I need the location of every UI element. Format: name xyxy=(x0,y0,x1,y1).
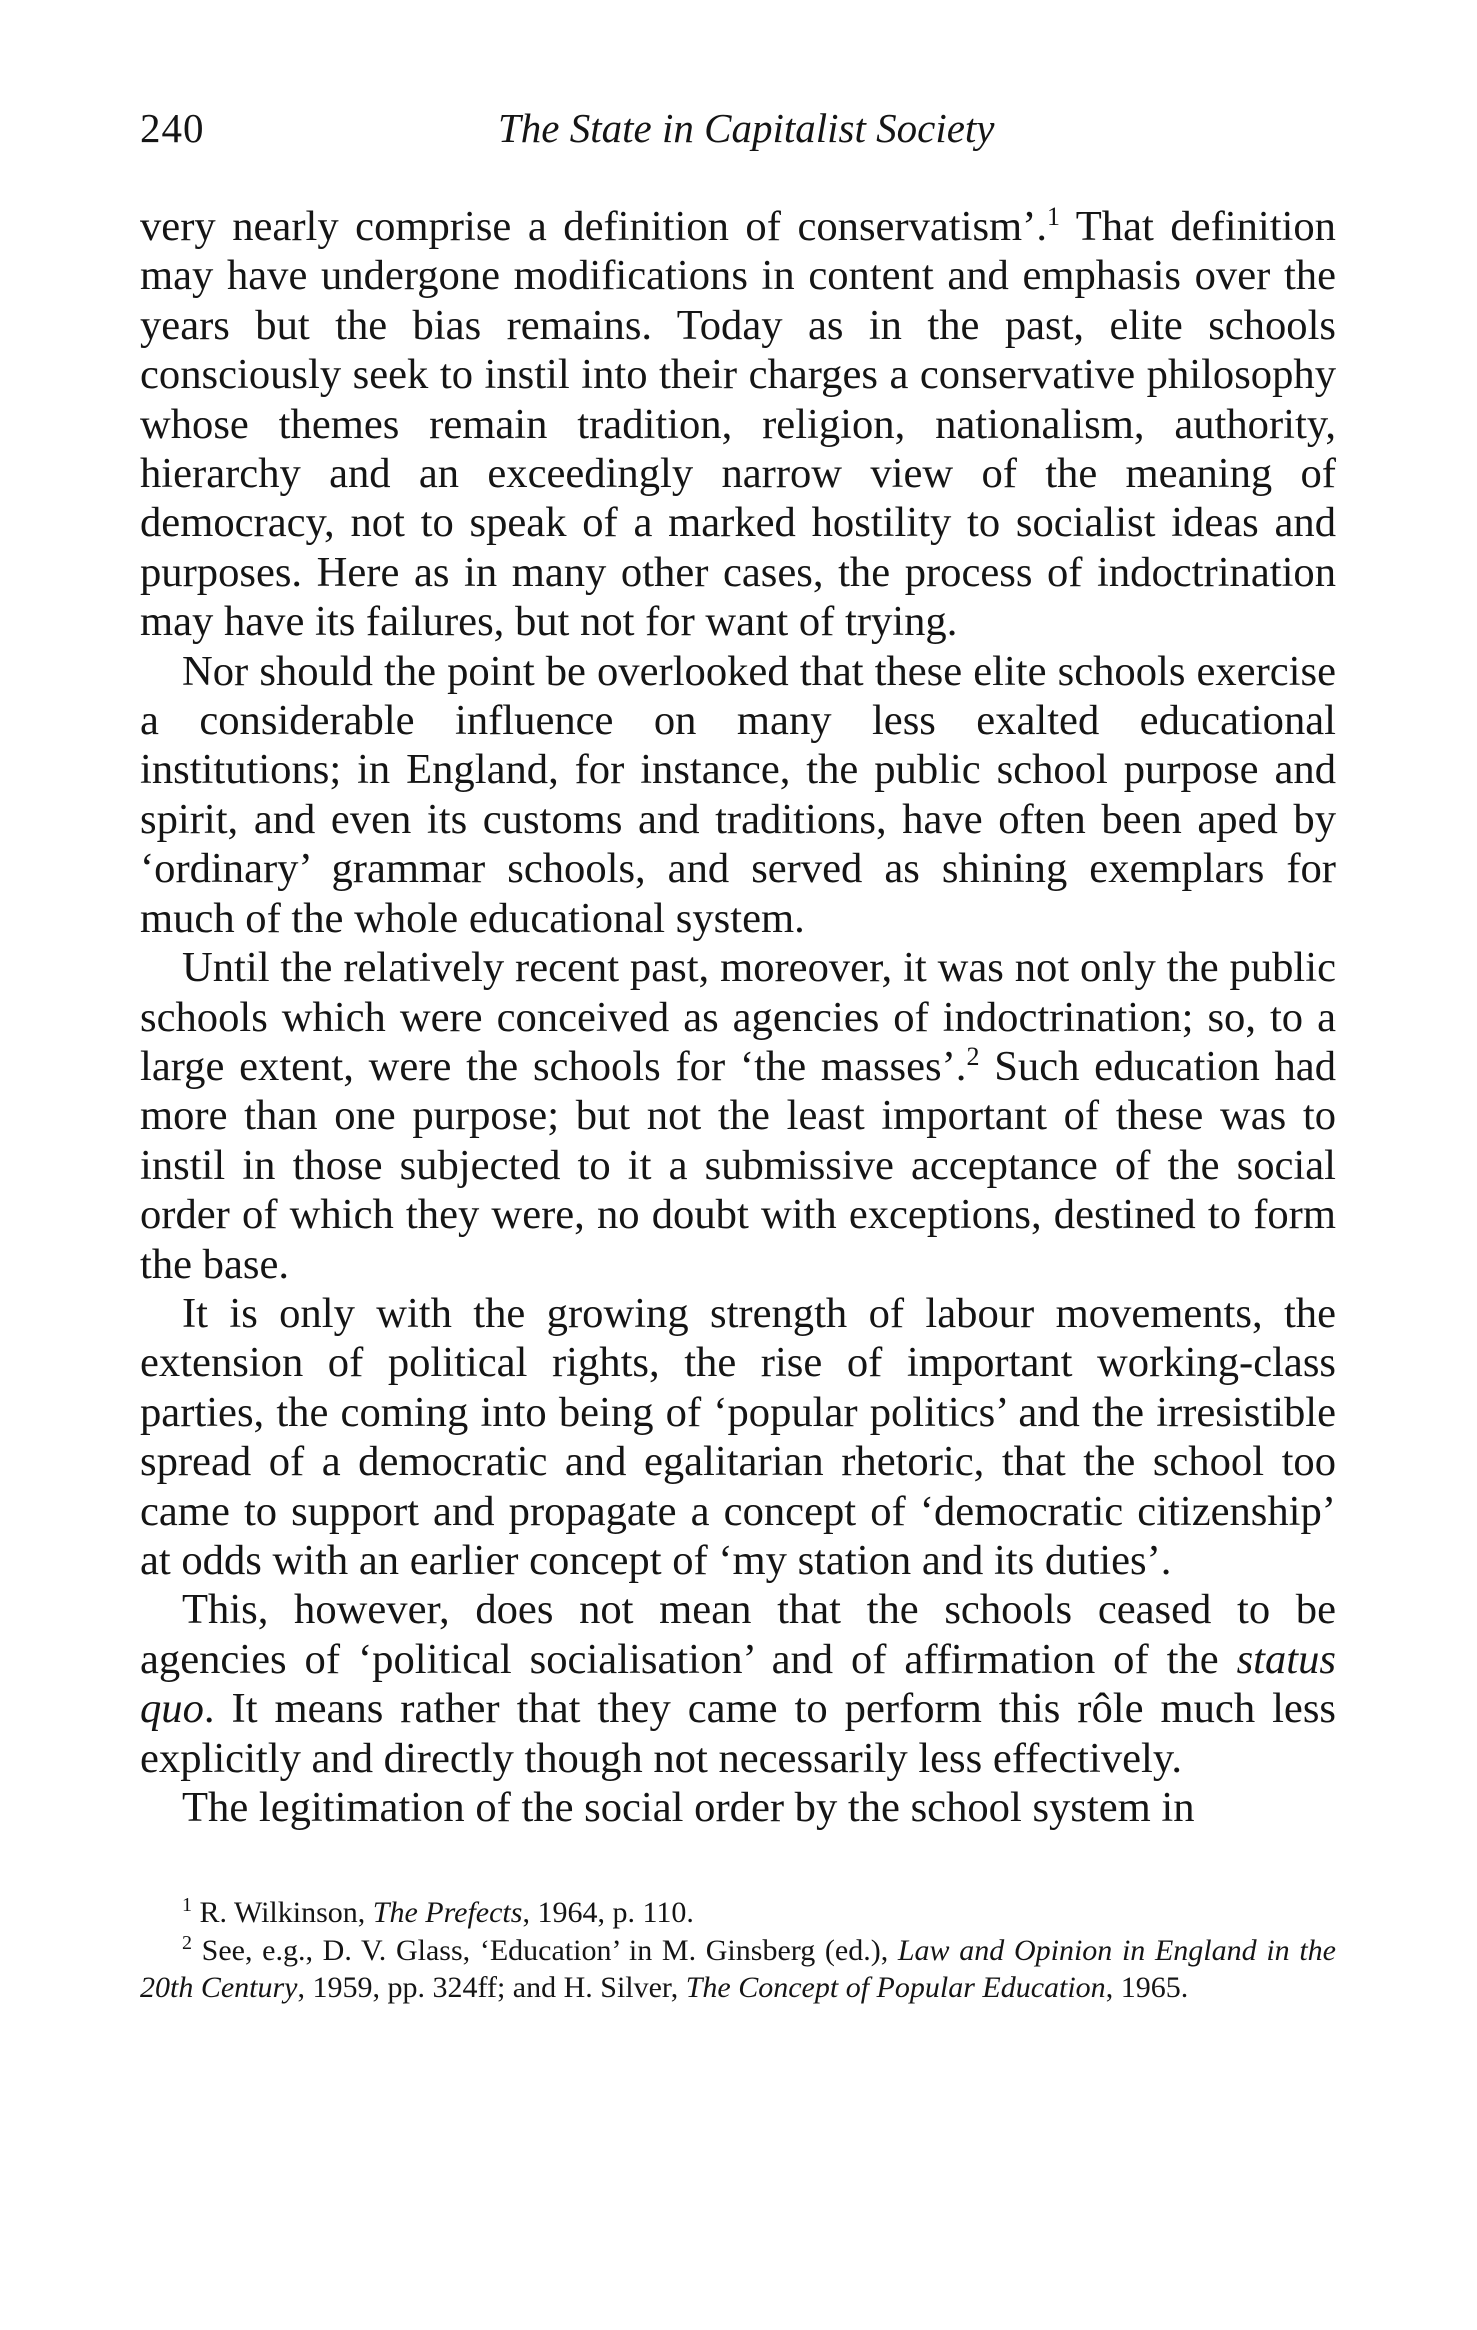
paragraph-5 xyxy=(140,1585,1336,1783)
page-number: 240 xyxy=(140,105,205,151)
paragraph-text: This, however, does not mean that the schools ceased to be agencies of ‘political socialisation’ and of affirmation of the xyxy=(140,1586,1336,1683)
book-page xyxy=(140,104,1336,2007)
book-title: The Prefects xyxy=(372,1896,523,1930)
footnote-text: , 1959, pp. 324ff; and H. Silver, xyxy=(297,1971,686,2005)
body-text xyxy=(140,202,1336,1832)
book-title: Law and Opinion in England in the 20th Century xyxy=(140,1933,1336,2005)
paragraph-text: Such education had more than one purpose; but not the least important of these was to instil in those subjected to it a submissive acceptance of the social order of which they were, no doubt with exceptions, destined to form the base. xyxy=(140,1042,1337,1288)
footnote-text: See, e.g., D. V. Glass, ‘Education’ in M. Ginsberg (ed.), xyxy=(192,1933,898,1967)
paragraph-3 xyxy=(140,943,1336,1289)
paragraph-text: . It means rather that they came to perform this rôle much less explicitly and directly though not necessarily less effectively. xyxy=(140,1685,1336,1782)
footnote-text: , 1965. xyxy=(1105,1971,1189,2005)
paragraph-1 xyxy=(140,202,1336,647)
footnote-marker: 1 xyxy=(182,1894,192,1917)
italic-phrase: status quo xyxy=(140,1635,1336,1733)
footnotes xyxy=(140,1894,1336,2007)
paragraph-text: That definition may have undergone modifications in content and emphasis over the years but the bias remains. Today as in the past, elite schools consciously seek to instil into their charges a conservative philosophy whose themes remain tradition, religion, nationalism, authority, hierarchy and an exceedingly narrow view of the meaning of democracy, not to speak of a marked hostility to socialist ideas and purposes. Here as in many other cases, the process of indoctrination may have its failures, but not for want of trying. xyxy=(140,203,1336,646)
paragraph-4: It is only with the growing strength of labour movements, the extension of political rights, the rise of important working-class parties, the coming into being of ‘popular politics’ and the irresistible spread of a democratic and egalitarian rhetoric, that the school too came to support and propagate a concept of ‘democratic citizenship’ at odds with an earlier concept of ‘my station and its duties’. xyxy=(140,1289,1336,1584)
paragraph-2: Nor should the point be overlooked that these elite schools exercise a considerable influence on many less exalted educational institutions; in England, for instance, the public school purpose and spirit, and even its customs and traditions, have often been aped by ‘ordinary’ grammar schools, and served as shining exemplars for much of the whole educational system. xyxy=(140,647,1336,942)
footnote-reference-2: 2 xyxy=(966,1041,980,1071)
book-title: The Concept of Popular Education xyxy=(685,1971,1106,2005)
paragraph-text: very nearly comprise a definition of conservatism’. xyxy=(140,203,1048,250)
running-title: The State in Capitalist Society xyxy=(498,105,995,151)
paragraph-6: The legitimation of the social order by the school system in xyxy=(182,1784,1195,1831)
footnote-reference-1: 1 xyxy=(1047,201,1061,231)
footnote-2 xyxy=(140,1932,1336,2007)
paragraph-text: Until the relatively recent past, moreover, it was not only the public schools which were conceived as agencies of indoctrination; so, to a large extent, were the schools for ‘the masses’. xyxy=(140,944,1336,1090)
footnote-1 xyxy=(140,1894,1336,1932)
footnote-text: R. Wilkinson, xyxy=(192,1896,373,1930)
running-head xyxy=(140,104,1336,162)
footnote-text: , 1964, p. 110. xyxy=(522,1896,694,1930)
footnote-marker: 2 xyxy=(182,1931,192,1954)
